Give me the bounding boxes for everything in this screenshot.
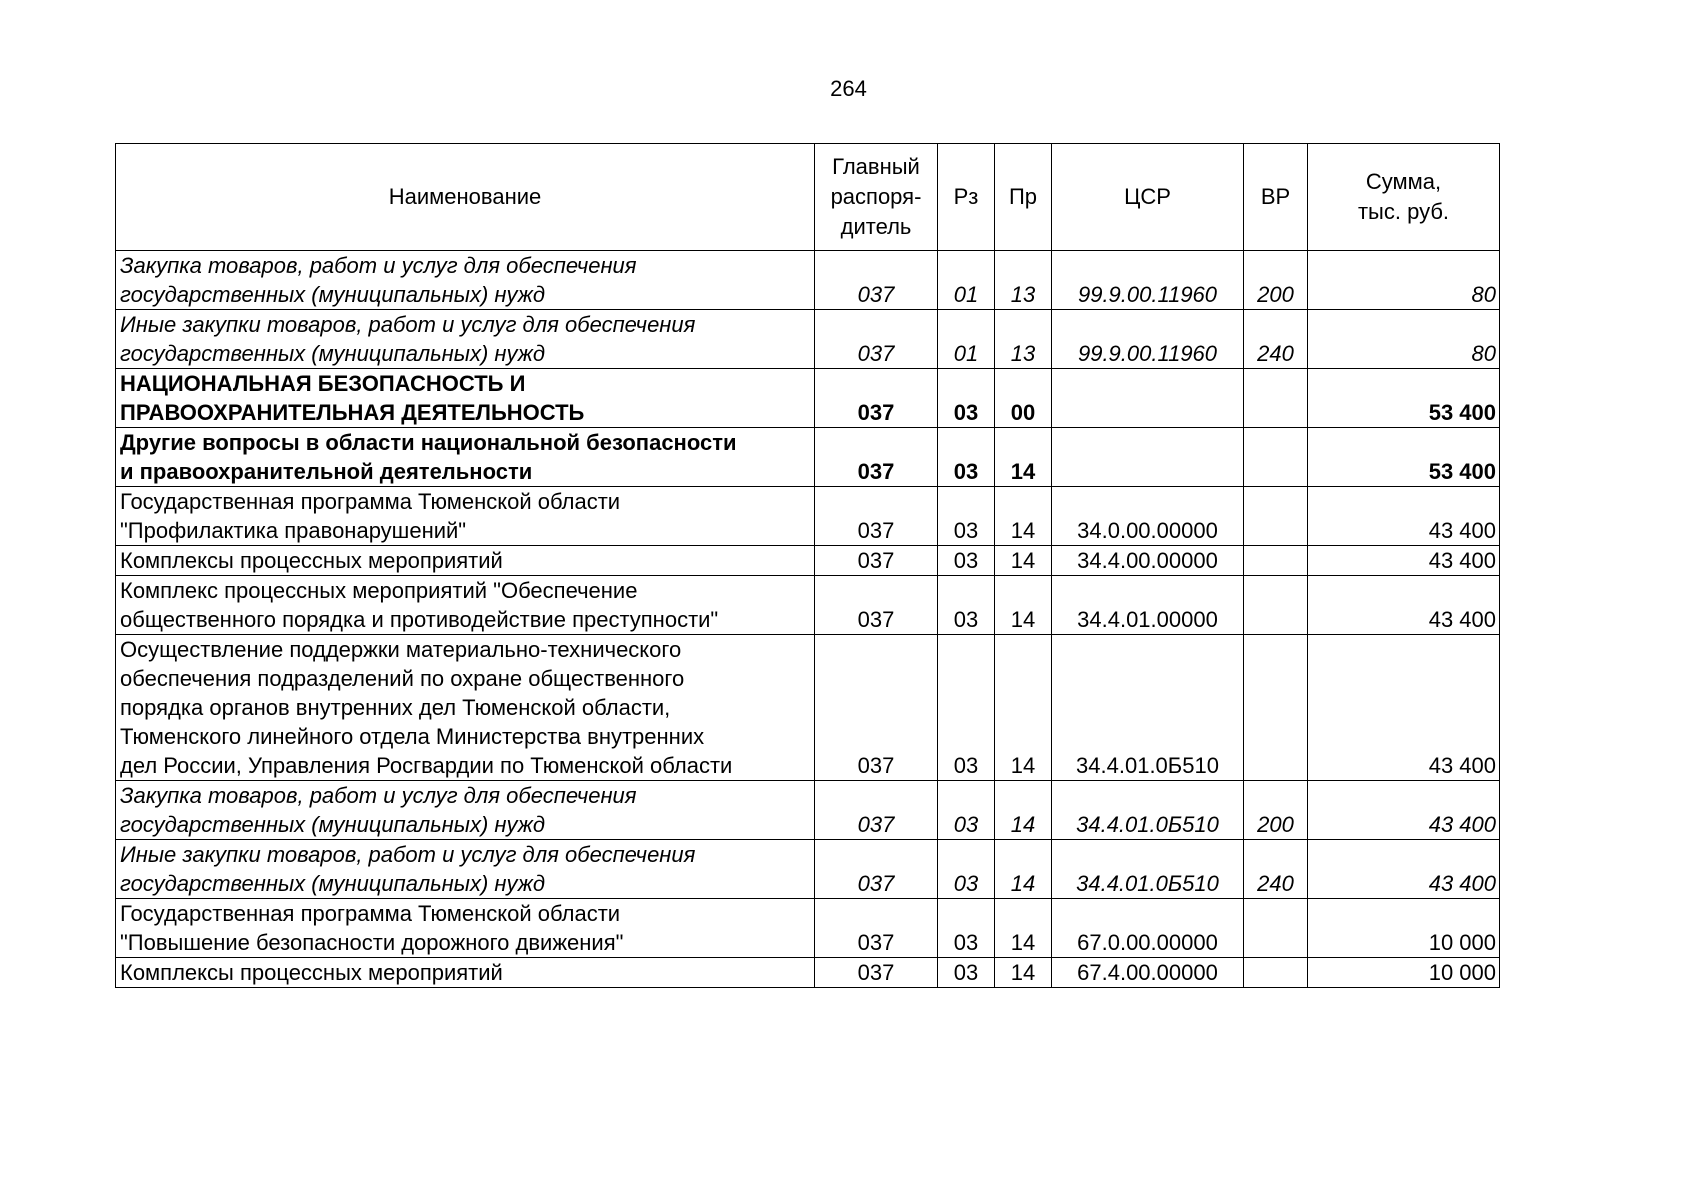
cell-csr: [1052, 369, 1244, 428]
cell-manager: 037: [815, 487, 938, 546]
cell-vr: [1244, 899, 1308, 958]
cell-manager: 037: [815, 781, 938, 840]
cell-sum: 43 400: [1308, 840, 1500, 899]
header-sum: Сумма, тыс. руб.: [1308, 144, 1500, 251]
header-csr: ЦСР: [1052, 144, 1244, 251]
header-manager: Главный распоря- дитель: [815, 144, 938, 251]
cell-vr: [1244, 635, 1308, 781]
cell-name: Комплекс процессных мероприятий "Обеспечение общественного порядка и противодействие преступности": [116, 576, 815, 635]
cell-vr: [1244, 369, 1308, 428]
cell-sum: 53 400: [1308, 428, 1500, 487]
cell-name: Государственная программа Тюменской области "Повышение безопасности дорожного движения": [116, 899, 815, 958]
cell-manager: 037: [815, 546, 938, 576]
cell-pr: 14: [995, 781, 1052, 840]
cell-manager: 037: [815, 251, 938, 310]
header-vr: ВР: [1244, 144, 1308, 251]
cell-sum: 43 400: [1308, 576, 1500, 635]
cell-name: Комплексы процессных мероприятий: [116, 958, 815, 988]
cell-vr: 240: [1244, 840, 1308, 899]
table-row: [116, 781, 1500, 840]
cell-pr: 13: [995, 310, 1052, 369]
page-number: 264: [830, 76, 867, 101]
cell-rz: 03: [938, 428, 995, 487]
cell-csr: 34.4.00.00000: [1052, 546, 1244, 576]
cell-rz: 03: [938, 546, 995, 576]
cell-name: Закупка товаров, работ и услуг для обеспечения государственных (муниципальных) нужд: [116, 781, 815, 840]
cell-manager: 037: [815, 428, 938, 487]
cell-manager: 037: [815, 899, 938, 958]
cell-rz: 03: [938, 958, 995, 988]
table-row: [116, 899, 1500, 958]
table-header: [116, 144, 1500, 251]
header-row: [116, 144, 1500, 251]
cell-sum: 53 400: [1308, 369, 1500, 428]
cell-csr: 34.0.00.00000: [1052, 487, 1244, 546]
cell-rz: 03: [938, 487, 995, 546]
cell-sum: 43 400: [1308, 635, 1500, 781]
cell-sum: 43 400: [1308, 546, 1500, 576]
cell-vr: 240: [1244, 310, 1308, 369]
cell-name: Иные закупки товаров, работ и услуг для обеспечения государственных (муниципальных) нужд: [116, 840, 815, 899]
cell-manager: 037: [815, 635, 938, 781]
cell-vr: [1244, 428, 1308, 487]
cell-rz: 03: [938, 576, 995, 635]
cell-manager: 037: [815, 369, 938, 428]
table-row: [116, 635, 1500, 781]
cell-vr: [1244, 958, 1308, 988]
table-row: [116, 576, 1500, 635]
table-row: [116, 546, 1500, 576]
cell-vr: [1244, 576, 1308, 635]
cell-csr: 34.4.01.0Б510: [1052, 781, 1244, 840]
cell-vr: 200: [1244, 251, 1308, 310]
cell-csr: 34.4.01.00000: [1052, 576, 1244, 635]
cell-name: Закупка товаров, работ и услуг для обеспечения государственных (муниципальных) нужд: [116, 251, 815, 310]
cell-sum: 80: [1308, 310, 1500, 369]
cell-manager: 037: [815, 576, 938, 635]
cell-rz: 03: [938, 369, 995, 428]
cell-rz: 03: [938, 781, 995, 840]
cell-name: НАЦИОНАЛЬНАЯ БЕЗОПАСНОСТЬ И ПРАВООХРАНИТЕЛЬНАЯ ДЕЯТЕЛЬНОСТЬ: [116, 369, 815, 428]
cell-pr: 13: [995, 251, 1052, 310]
cell-csr: 34.4.01.0Б510: [1052, 840, 1244, 899]
cell-csr: [1052, 428, 1244, 487]
table-body: [116, 251, 1500, 988]
header-rz: Рз: [938, 144, 995, 251]
cell-sum: 43 400: [1308, 487, 1500, 546]
cell-csr: 67.0.00.00000: [1052, 899, 1244, 958]
cell-pr: 14: [995, 428, 1052, 487]
table-row: [116, 369, 1500, 428]
cell-name: Иные закупки товаров, работ и услуг для обеспечения государственных (муниципальных) нужд: [116, 310, 815, 369]
cell-csr: 99.9.00.11960: [1052, 251, 1244, 310]
cell-rz: 03: [938, 899, 995, 958]
cell-sum: 10 000: [1308, 899, 1500, 958]
cell-name: Государственная программа Тюменской области "Профилактика правонарушений": [116, 487, 815, 546]
cell-rz: 03: [938, 635, 995, 781]
table-row: [116, 958, 1500, 988]
cell-name: Комплексы процессных мероприятий: [116, 546, 815, 576]
header-name: Наименование: [116, 144, 815, 251]
header-pr: Пр: [995, 144, 1052, 251]
cell-name: Другие вопросы в области национальной безопасности и правоохранительной деятельности: [116, 428, 815, 487]
cell-rz: 03: [938, 840, 995, 899]
cell-pr: 00: [995, 369, 1052, 428]
cell-csr: 99.9.00.11960: [1052, 310, 1244, 369]
cell-pr: 14: [995, 958, 1052, 988]
table-row: [116, 428, 1500, 487]
cell-rz: 01: [938, 310, 995, 369]
cell-name: Осуществление поддержки материально-технического обеспечения подразделений по охране общественного порядка органов внутренних дел Тюменской области, Тюменского линейного отдела Министерства внутренних дел России, Управления Росгвардии по Тюменской области: [116, 635, 815, 781]
cell-pr: 14: [995, 840, 1052, 899]
cell-pr: 14: [995, 635, 1052, 781]
cell-pr: 14: [995, 487, 1052, 546]
cell-pr: 14: [995, 899, 1052, 958]
table-row: [116, 487, 1500, 546]
table-row: [116, 840, 1500, 899]
cell-csr: 34.4.01.0Б510: [1052, 635, 1244, 781]
cell-vr: 200: [1244, 781, 1308, 840]
cell-manager: 037: [815, 840, 938, 899]
cell-sum: 80: [1308, 251, 1500, 310]
budget-table: [115, 143, 1500, 988]
cell-csr: 67.4.00.00000: [1052, 958, 1244, 988]
cell-rz: 01: [938, 251, 995, 310]
cell-pr: 14: [995, 546, 1052, 576]
cell-sum: 43 400: [1308, 781, 1500, 840]
cell-manager: 037: [815, 958, 938, 988]
cell-vr: [1244, 487, 1308, 546]
table-row: [116, 251, 1500, 310]
cell-sum: 10 000: [1308, 958, 1500, 988]
cell-manager: 037: [815, 310, 938, 369]
cell-vr: [1244, 546, 1308, 576]
cell-pr: 14: [995, 576, 1052, 635]
table-row: [116, 310, 1500, 369]
